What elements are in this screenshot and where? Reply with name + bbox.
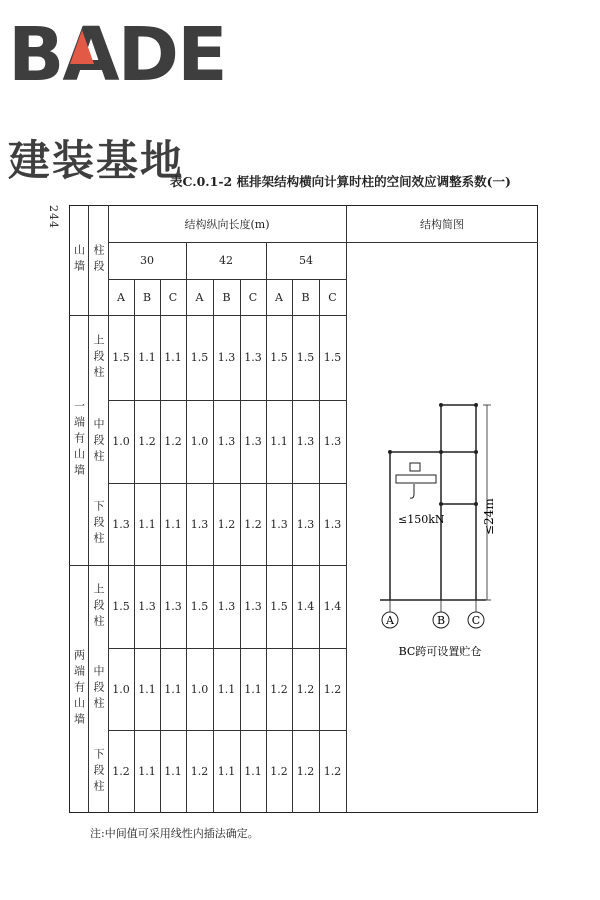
coefficient-cell: 1.2 <box>270 682 288 696</box>
group-label: 两端有山墙 <box>72 649 86 729</box>
coefficient-cell: 1.1 <box>217 682 236 696</box>
header-span: A <box>117 290 125 304</box>
header-segment: 柱段 <box>92 244 105 276</box>
header-span: C <box>328 290 337 304</box>
coefficient-cell: 1.3 <box>112 517 130 531</box>
coefficient-cell: 1.1 <box>244 682 262 696</box>
height-label: ≤24m <box>482 498 496 535</box>
load-label: ≤150kN <box>398 513 445 526</box>
coefficient-cell: 1.2 <box>190 765 209 778</box>
coefficient-cell: 1.5 <box>296 351 315 364</box>
coefficient-cell: 1.2 <box>296 765 315 778</box>
header-length-value: 42 <box>219 254 233 267</box>
coefficient-cell: 1.2 <box>138 435 156 448</box>
coefficient-cell: 1.5 <box>112 351 130 364</box>
page-number: 244 <box>47 205 60 229</box>
coefficient-cell: 1.1 <box>217 765 236 778</box>
coefficient-cell: 1.1 <box>270 435 288 448</box>
coefficient-cell: 1.2 <box>323 765 342 778</box>
coefficient-cell: 1.1 <box>164 351 182 364</box>
header-span: A <box>195 290 204 304</box>
axis-label-c: C <box>471 614 481 627</box>
header-span: B <box>301 290 310 304</box>
coefficient-cell: 1.1 <box>164 517 182 531</box>
axis-label-a: A <box>386 614 394 627</box>
segment-label: 中段柱 <box>92 665 105 713</box>
diagram-caption: BC跨可设置贮仓 <box>398 645 482 658</box>
coefficient-cell: 1.4 <box>323 600 342 613</box>
table-note: 注:中间值可采用线性内插法确定。 <box>90 827 259 840</box>
header-span: C <box>248 290 258 304</box>
table-caption: 表C.0.1-2 框排架结构横向计算时柱的空间效应调整系数(一) <box>170 174 511 189</box>
coefficient-cell: 1.2 <box>270 765 288 778</box>
coefficient-cell: 1.1 <box>244 765 262 778</box>
coefficient-cell: 1.5 <box>190 351 209 364</box>
coefficient-cell: 1.3 <box>296 435 315 448</box>
segment-label: 上段柱 <box>92 582 105 631</box>
segment-label: 上段柱 <box>92 333 105 382</box>
coefficient-cell: 1.5 <box>323 351 342 364</box>
header-span: B <box>142 290 152 304</box>
segment-label: 中段柱 <box>92 417 105 466</box>
header-length-value: 30 <box>140 254 154 267</box>
logo-chinese: 建装基地 <box>8 136 185 185</box>
coefficient-cell: 1.1 <box>138 682 156 696</box>
header-span: C <box>168 290 178 304</box>
coefficient-cell: 1.3 <box>164 600 182 613</box>
header-diagram: 结构简图 <box>420 217 464 231</box>
coefficient-cell: 1.1 <box>138 517 156 531</box>
coefficient-cell: 1.1 <box>164 682 182 696</box>
coefficient-cell: 1.2 <box>217 517 236 531</box>
coefficient-cell: 1.0 <box>112 682 130 696</box>
coefficient-cell: 1.2 <box>164 435 182 448</box>
coefficient-cell: 1.5 <box>190 600 209 613</box>
logo-word: BADE <box>8 12 226 98</box>
coefficient-cell: 1.2 <box>323 682 342 696</box>
coefficient-cell: 1.3 <box>296 517 315 531</box>
coefficient-cell: 1.3 <box>270 517 288 531</box>
coefficient-cell: 1.3 <box>244 600 262 613</box>
coefficient-cell: 1.5 <box>270 600 288 613</box>
coefficient-cell: 1.4 <box>296 600 315 613</box>
coefficient-cell: 1.3 <box>217 351 236 364</box>
group-label: 一端有山墙 <box>72 400 86 480</box>
axis-label-b: B <box>436 614 446 627</box>
coefficient-cell: 1.2 <box>296 682 315 696</box>
coefficient-cell: 1.5 <box>112 600 130 613</box>
coefficient-cell: 1.0 <box>190 682 209 696</box>
header-length-value: 54 <box>299 254 313 267</box>
header-length: 结构纵向长度(m) <box>184 217 270 231</box>
coefficient-cell: 1.3 <box>323 435 342 448</box>
coefficient-cell: 1.3 <box>244 435 262 448</box>
segment-label: 下段柱 <box>92 500 105 548</box>
coefficient-cell: 1.1 <box>138 765 156 778</box>
coefficient-cell: 1.2 <box>112 765 130 778</box>
coefficient-cell: 1.3 <box>190 517 209 531</box>
coefficient-cell: 1.3 <box>244 351 262 364</box>
coefficient-cell: 1.5 <box>270 351 288 364</box>
coefficient-cell: 1.3 <box>217 600 236 613</box>
header-wall: 山墙 <box>72 244 86 276</box>
coefficient-cell: 1.0 <box>190 435 209 448</box>
coefficient-cell: 1.0 <box>112 435 130 448</box>
coefficient-cell: 1.3 <box>138 600 156 613</box>
coefficient-cell: 1.1 <box>138 351 156 364</box>
coefficient-cell: 1.3 <box>323 517 342 531</box>
coefficient-cell: 1.2 <box>244 517 262 531</box>
segment-label: 下段柱 <box>92 747 105 796</box>
coefficient-cell: 1.3 <box>217 435 236 448</box>
header-span: A <box>275 290 283 304</box>
coefficient-cell: 1.1 <box>164 765 182 778</box>
header-span: B <box>222 290 231 304</box>
